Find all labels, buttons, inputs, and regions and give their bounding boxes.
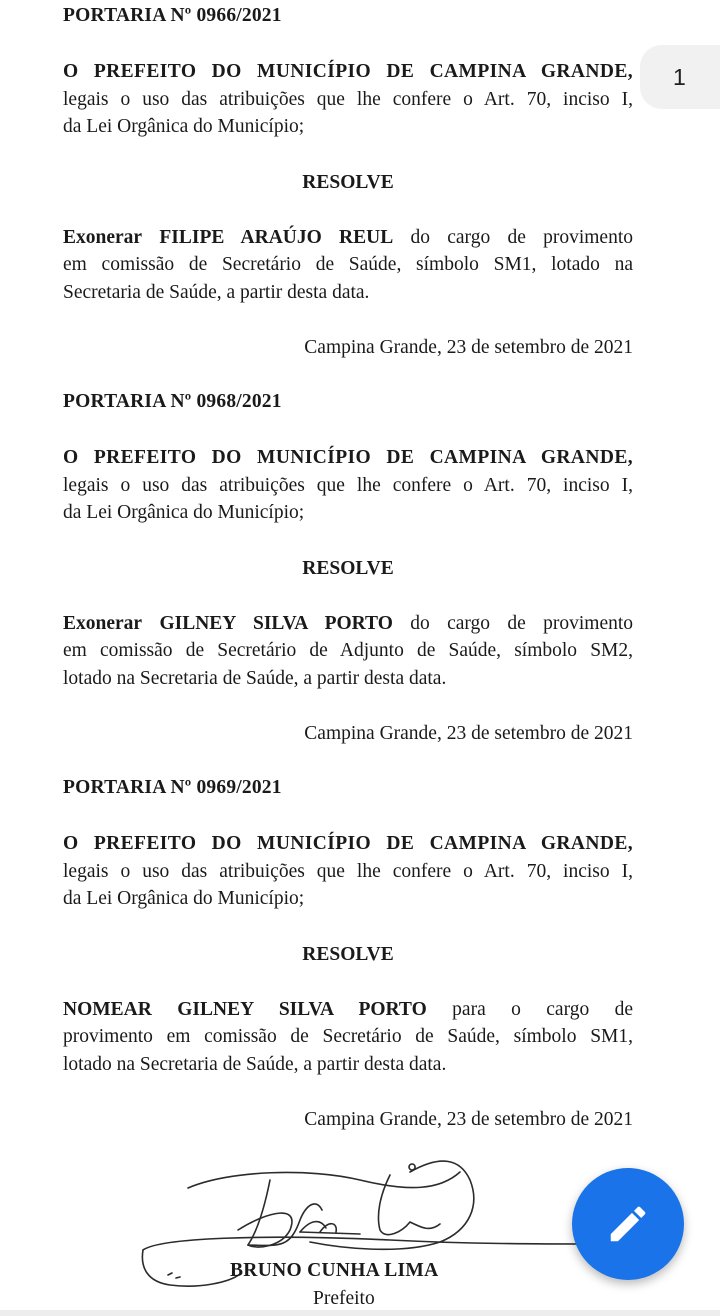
resolution-line: em comissão de Secretário de Adjunto de Saúde, símbolo SM2,	[63, 640, 633, 661]
resolution-line: provimento em comissão de Secretário de Saúde, símbolo SM1,	[63, 1026, 633, 1047]
date-line: Campina Grande, 23 de setembro de 2021	[304, 1109, 633, 1130]
authority-line: legais o uso das atribuições que lhe confere o Art. 70, inciso I,	[63, 860, 633, 882]
authority-line: da Lei Orgânica do Município;	[63, 116, 305, 137]
resolve-heading: RESOLVE	[302, 557, 394, 579]
bottom-edge	[0, 1310, 720, 1316]
portaria-section	[63, 388, 633, 748]
resolution-paragraph	[63, 224, 633, 307]
person-name: GILNEY SILVA PORTO	[159, 612, 393, 634]
authority-line: legais o uso das atribuições que lhe confere o Art. 70, inciso I,	[63, 474, 633, 496]
resolve-heading: RESOLVE	[302, 171, 394, 193]
resolution-paragraph	[63, 996, 633, 1079]
resolution-paragraph	[63, 610, 633, 693]
date-line: Campina Grande, 23 de setembro de 2021	[304, 723, 633, 744]
resolution-line: lotado na Secretaria de Saúde, a partir desta data.	[63, 1053, 447, 1075]
resolution-text: do cargo de provimento	[410, 612, 634, 634]
authority-paragraph	[63, 58, 633, 141]
page-indicator: 1	[640, 45, 720, 109]
authority-line: da Lei Orgânica do Município;	[63, 502, 305, 523]
signer-name: BRUNO CUNHA LIMA	[230, 1260, 439, 1281]
document-page	[63, 0, 633, 1134]
authority-line: da Lei Orgânica do Município;	[63, 888, 305, 909]
date-line: Campina Grande, 23 de setembro de 2021	[304, 337, 633, 358]
authority-heading: O PREFEITO DO MUNICÍPIO DE CAMPINA GRANDE,	[63, 833, 633, 854]
resolution-line	[63, 996, 633, 1024]
person-name: GILNEY SILVA PORTO	[177, 998, 427, 1020]
resolution-text: do cargo de provimento	[410, 226, 634, 248]
resolve-heading: RESOLVE	[302, 943, 394, 965]
person-name: FILIPE ARAÚJO REUL	[159, 226, 394, 248]
signer-role: Prefeito	[313, 1288, 375, 1309]
authority-heading: O PREFEITO DO MUNICÍPIO DE CAMPINA GRANDE,	[63, 447, 633, 468]
portaria-title: PORTARIA Nº 0969/2021	[63, 777, 282, 798]
resolution-line	[63, 610, 633, 638]
resolution-text: para o cargo de	[452, 998, 634, 1020]
resolution-line	[63, 224, 633, 252]
resolution-line: em comissão de Secretário de Saúde, símbolo SM1, lotado na	[63, 254, 633, 275]
authority-paragraph	[63, 830, 633, 913]
edit-button[interactable]	[572, 1168, 684, 1280]
authority-paragraph	[63, 444, 633, 527]
portaria-section	[63, 2, 633, 362]
portaria-title: PORTARIA Nº 0968/2021	[63, 391, 282, 412]
portaria-section	[63, 774, 633, 1134]
action-verb: NOMEAR	[63, 998, 152, 1020]
portaria-title: PORTARIA Nº 0966/2021	[63, 5, 282, 26]
authority-line: legais o uso das atribuições que lhe confere o Art. 70, inciso I,	[63, 88, 633, 110]
action-verb: Exonerar	[63, 226, 143, 248]
pencil-icon	[605, 1201, 651, 1247]
action-verb: Exonerar	[63, 612, 143, 634]
authority-heading: O PREFEITO DO MUNICÍPIO DE CAMPINA GRANDE,	[63, 61, 633, 82]
resolution-line: lotado na Secretaria de Saúde, a partir desta data.	[63, 667, 447, 689]
resolution-line: Secretaria de Saúde, a partir desta data.	[63, 281, 370, 303]
